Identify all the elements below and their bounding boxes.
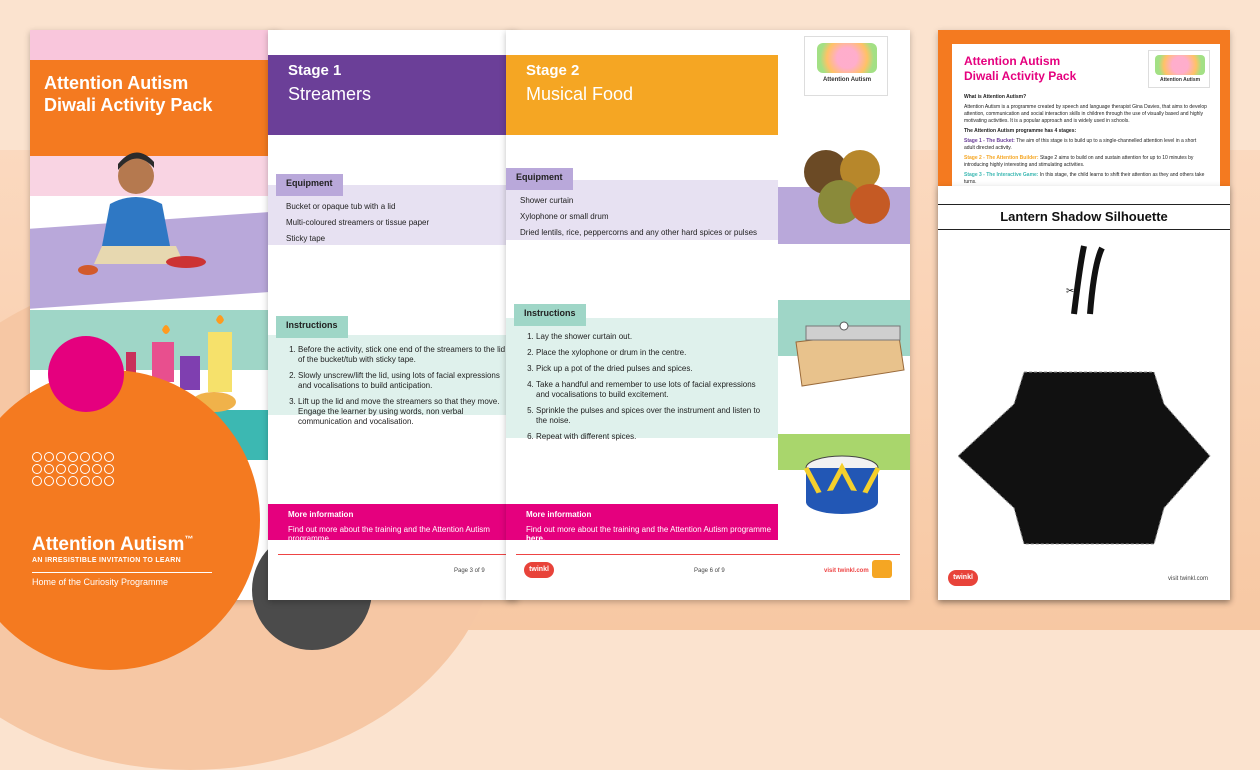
list-item: Sticky tape (286, 234, 326, 243)
stage2-page (506, 30, 910, 600)
stage1-page-number: Page 3 of 9 (454, 568, 485, 574)
stage1-page (268, 30, 518, 600)
intro-stage1-text: The aim of this stage is to build up to a single-channelled attention level in a short adult directed activity. (964, 138, 1197, 151)
list-item: 4. Take a handful and remember to use lots of facial expressions and vocalisations to build excitement. (536, 380, 762, 400)
list-item: Bucket or opaque tub with a lid (286, 202, 396, 211)
intro-stage3-label: Stage 3 - The Interactive Game: (964, 172, 1039, 178)
stage2-instructions-heading: Instructions (514, 304, 586, 326)
brand-name-text: Attention Autism (32, 534, 185, 555)
stage2-more-band (506, 504, 778, 543)
stage1-equipment-heading: Equipment (276, 174, 343, 196)
stage2-logo-name: Attention Autism (822, 77, 872, 83)
list-item: Xylophone or small drum (520, 212, 609, 221)
stage2-more-heading: More information (526, 510, 592, 519)
stage2-footer-line (516, 554, 900, 555)
lantern-title: Lantern Shadow Silhouette (938, 204, 1230, 230)
list-item: 1. Before the activity, stick one end of the streamers to the lid of the bucket/tub with sticky tape. (298, 345, 511, 365)
drum-illustration (802, 448, 882, 528)
cover-title (44, 72, 274, 116)
stage1-instructions-list (286, 345, 511, 433)
intro-stages-heading: The Attention Autism programme has 4 stages: (964, 128, 1077, 134)
xylophone-illustration (788, 312, 908, 402)
twinkl-logo-2: twinkl (948, 570, 978, 586)
stage1-number: Stage 1 (288, 62, 342, 79)
faces-logo-icon (817, 43, 877, 73)
magenta-dot (48, 336, 124, 412)
stage2-visit-link[interactable]: visit twinkl.com (824, 568, 869, 574)
intro-title-line1: Attention Autism (964, 54, 1061, 68)
intro-title-line2: Diwali Activity Pack (964, 69, 1077, 83)
brand-logo (32, 452, 194, 587)
intro-stage3-text: In this stage, the child learns to shift their attention as they and others take turns. (964, 172, 1205, 185)
cover-title-line1: Attention Autism (44, 73, 189, 93)
stage2-equipment-heading: Equipment (506, 168, 573, 190)
list-item: 3. Pick up a pot of the dried pulses and spices. (536, 364, 762, 374)
list-item: 2. Place the xylophone or drum in the centre. (536, 348, 762, 358)
list-item: 2. Slowly unscrew/lift the lid, using lots of facial expressions and vocalisations to build anticipation. (298, 371, 511, 391)
stage2-name: Musical Food (526, 84, 634, 104)
brand-tagline: AN IRRESISTIBLE INVITATION TO LEARN (32, 557, 181, 564)
pink-stripe (30, 30, 280, 60)
stage2-equipment-list (520, 196, 770, 244)
intro-stage2-text: Stage 2 aims to build on and sustain attention for up to 10 minutes by introducing highly interesting and stimulating activities. (964, 155, 1194, 168)
list-item: 5. Sprinkle the pulses and spices over the instrument and listen to the noise. (536, 406, 762, 426)
stage1-instructions-heading: Instructions (276, 316, 348, 338)
boy-lighting-diya-illustration (66, 134, 216, 284)
brand-name (32, 534, 272, 556)
intro-body (964, 94, 1208, 189)
faces-logo-icon (1155, 55, 1205, 75)
stage2-number: Stage 2 (526, 62, 580, 79)
intro-brand-logo (1148, 50, 1210, 88)
intro-title (964, 54, 1076, 84)
stage2-more-link[interactable]: here. (526, 534, 546, 543)
intro-stage2-label: Stage 2 - The Attention Builder: (964, 155, 1039, 161)
intro-stage1-label: Stage 1 - The Bucket: (964, 138, 1015, 144)
stage1-more-text: Find out more about the training and the Attention Autism programme (288, 525, 490, 543)
intro-question: What is Attention Autism? (964, 94, 1027, 100)
list-item: Dried lentils, rice, peppercorns and any other hard spices or pulses (520, 228, 758, 237)
brand-tm: ™ (184, 534, 194, 544)
list-item: 6. Repeat with different spices. (536, 432, 762, 442)
stage1-more-heading: More information (288, 510, 354, 519)
spices-illustration (796, 140, 896, 240)
stage2-more-text (526, 525, 778, 543)
lantern-silhouette (954, 244, 1216, 574)
cover-title-line2: Diwali Activity Pack (44, 95, 213, 115)
intro-paragraph: Attention Autism is a programme created by speech and language therapist Gina Davies, that aims to develop attention, communication and social interaction skills in children through the use of visually based and highly motivating activities. It is a popular approach and is widely used in schools. (964, 104, 1207, 124)
list-item: 1. Lay the shower curtain out. (536, 332, 762, 342)
stage1-equipment-list (286, 202, 506, 250)
badge-icon (872, 560, 892, 578)
stage1-name: Streamers (288, 84, 372, 104)
stage1-more-band (268, 504, 518, 543)
intro-logo-name: Attention Autism (1159, 77, 1201, 83)
twinkl-logo: twinkl (524, 562, 554, 578)
list-item: 3. Lift up the lid and move the streamers so that they move. Engage the learner by using words, non verbal communication and vocalisation. (298, 397, 511, 427)
stage2-more-text-body: Find out more about the training and the Attention Autism programme (526, 525, 772, 534)
svg-text:✂: ✂ (1066, 286, 1075, 297)
stage1-footer-line (278, 554, 508, 555)
stage2-brand-logo (804, 36, 888, 96)
stage2-instructions-list (524, 332, 762, 448)
list-item: Multi-coloured streamers or tissue paper (286, 218, 430, 227)
lantern-page (938, 186, 1230, 600)
brand-faces-grid (32, 452, 114, 486)
stage2-page-number: Page 6 of 9 (694, 568, 725, 574)
lantern-visit-link[interactable]: visit twinkl.com (1168, 576, 1209, 582)
brand-subtitle: Home of the Curiosity Programme (32, 572, 212, 587)
list-item: Shower curtain (520, 196, 574, 205)
